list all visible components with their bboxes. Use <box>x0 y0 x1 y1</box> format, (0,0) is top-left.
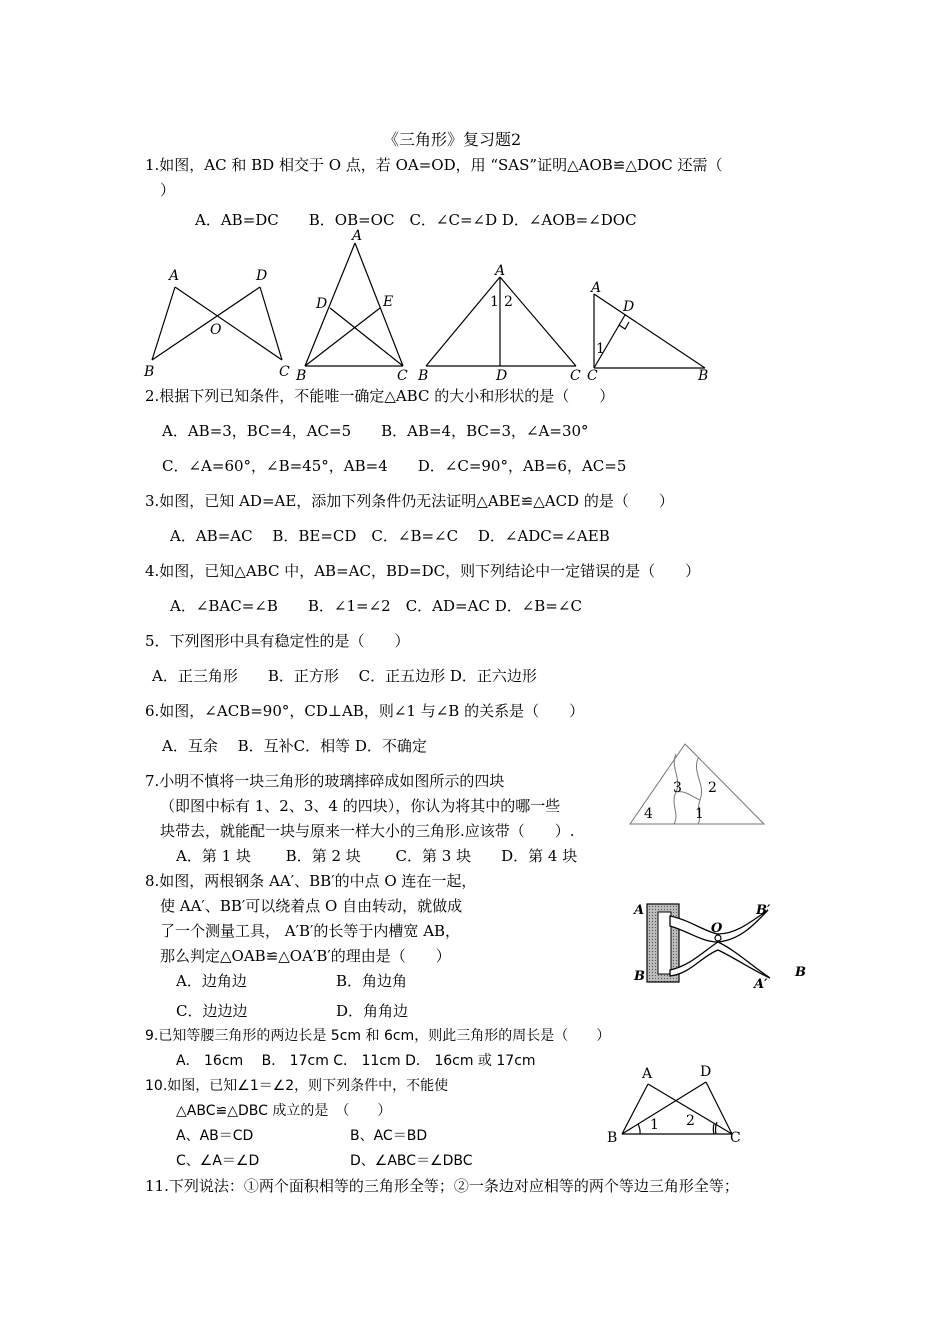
question-8-option-c: C．边边边 <box>176 1002 248 1020</box>
label-o: O <box>711 921 723 936</box>
question-5-options: A．正三角形 B．正方形 C．正五边形 D．正六边形 <box>152 667 537 685</box>
label-angle-1: 1 <box>650 1117 659 1133</box>
label-a: A <box>591 280 602 296</box>
label-b: B <box>418 368 429 384</box>
label-a: A <box>634 903 645 918</box>
piece-label-4: 4 <box>644 806 653 822</box>
question-7-stem-line-3: 块带去，就能配一块与原来一样大小的三角形.应该带（ ）. <box>160 822 575 840</box>
label-angle-2: 2 <box>504 294 513 310</box>
question-8-stem-line-2: 使 AA′、BB′可以绕着点 O 自由转动，就做成 <box>160 897 463 915</box>
figure-3-isosceles <box>418 262 588 382</box>
label-a: A <box>495 263 506 279</box>
question-7-stem-line-1: 7.小明不慎将一块三角形的玻璃摔碎成如图所示的四块 <box>145 772 505 790</box>
figure-7-broken-triangle <box>626 740 768 828</box>
question-10-option-a: A、AB＝CD <box>176 1128 254 1144</box>
page-title: 《三角形》复习题2 <box>383 130 522 149</box>
question-1-stem-end: ） <box>160 181 176 199</box>
label-angle-1: 1 <box>490 294 499 310</box>
piece-label-2: 2 <box>708 780 717 796</box>
label-b: B <box>144 364 155 380</box>
question-3-stem: 3.如图，已知 AD=AE，添加下列条件仍无法证明△ABE≌△ACD 的是（ ） <box>145 492 674 510</box>
question-2-options-cd: C．∠A=60°，∠B=45°，AB=4 D．∠C=90°，AB=6，AC=5 <box>162 457 627 475</box>
question-4-options: A．∠BAC=∠B B．∠1=∠2 C．AD=AC D．∠B=∠C <box>170 597 582 615</box>
question-9-options: A． 16cm B． 17cm C． 11cm D． 16cm 或 17cm <box>176 1053 536 1069</box>
label-o: O <box>210 322 222 338</box>
question-5-stem: 5．下列图形中具有稳定性的是（ ） <box>145 632 410 650</box>
label-d: D <box>623 299 635 315</box>
label-b-cropped: B <box>795 965 806 980</box>
question-8-stem-line-3: 了一个测量工具， A′B′的长等于内槽宽 AB， <box>160 922 461 940</box>
label-c: C <box>570 368 581 384</box>
label-d: D <box>256 268 268 284</box>
question-8-option-d: D．角角边 <box>336 1002 409 1020</box>
label-b: B <box>607 1130 618 1146</box>
question-3-options: A．AB=AC B．BE=CD C．∠B=∠C D．∠ADC=∠AEB <box>170 527 610 545</box>
question-10-option-c: C、∠A＝∠D <box>176 1153 260 1169</box>
label-angle-2: 2 <box>686 1113 695 1129</box>
question-10-stem-line-2: △ABC≌△DBC 成立的是 （ ） <box>176 1103 392 1119</box>
question-2-options-ab: A．AB=3，BC=4，AC=5 B．AB=4，BC=3，∠A=30° <box>162 422 589 440</box>
question-6-options: A．互余 B．互补C．相等 D．不确定 <box>162 737 427 755</box>
label-c: C <box>730 1130 741 1146</box>
piece-label-1: 1 <box>695 806 704 822</box>
question-8-stem-line-4: 那么判定△OAB≌△OA′B′的理由是（ ） <box>160 947 451 965</box>
figure-2-triangle <box>295 228 415 388</box>
figure-4-right-triangle <box>585 280 715 385</box>
figure-10-triangles <box>604 1062 754 1147</box>
label-d: D <box>496 368 508 384</box>
question-10-stem-line-1: 10.如图，已知∠1＝∠2，则下列条件中，不能使 <box>145 1078 449 1094</box>
question-7-stem-line-2: （即图中标有 1、2、3、4 的四块），你认为将其中的哪一些 <box>160 797 561 815</box>
label-c: C <box>587 368 598 384</box>
question-11-stem: 11.下列说法：①两个面积相等的三角形全等；②一条边对应相等的两个等边三角形全等； <box>145 1177 739 1195</box>
label-e: E <box>383 294 394 310</box>
label-c: C <box>279 364 290 380</box>
question-1-stem: 1.如图，AC 和 BD 相交于 O 点，若 OA=OD，用 “SAS”证明△AOB≌△DOC 还需（ <box>145 156 723 174</box>
label-d: D <box>700 1064 712 1080</box>
label-c: C <box>397 368 408 384</box>
label-a: A <box>352 228 363 244</box>
question-7-options: A．第 1 块 B．第 2 块 C．第 3 块 D．第 4 块 <box>176 847 578 865</box>
label-b-prime: B′ <box>756 903 771 918</box>
question-4-stem: 4.如图，已知△ABC 中，AB=AC，BD=DC，则下列结论中一定错误的是（ ） <box>145 562 701 580</box>
label-b: B <box>296 368 307 384</box>
piece-label-3: 3 <box>673 780 682 796</box>
label-b: B <box>698 368 709 384</box>
question-8-stem-line-1: 8.如图，两根钢条 AA′、BB′的中点 O 连在一起， <box>145 872 477 890</box>
question-9-stem: 9.已知等腰三角形的两边长是 5cm 和 6cm，则此三角形的周长是（ ） <box>145 1028 611 1044</box>
question-6-stem: 6.如图，∠ACB=90°，CD⊥AB，则∠1 与∠B 的关系是（ ） <box>145 702 585 720</box>
label-angle-1: 1 <box>596 341 605 357</box>
label-d: D <box>316 296 328 312</box>
figure-8-measuring-tool <box>630 896 805 996</box>
label-a: A <box>642 1066 653 1082</box>
question-10-option-d: D、∠ABC＝∠DBC <box>350 1153 473 1169</box>
question-10-option-b: B、AC＝BD <box>350 1128 428 1144</box>
label-b: B <box>634 969 645 984</box>
label-a: A <box>169 268 180 284</box>
question-8-option-b: B．角边角 <box>336 972 408 990</box>
question-1-options: A．AB=DC B．OB=OC C．∠C=∠D D．∠AOB=∠DOC <box>195 211 637 229</box>
question-2-stem: 2.根据下列已知条件，不能唯一确定△ABC 的大小和形状的是（ ） <box>145 387 615 405</box>
label-a-prime: A′ <box>754 977 768 992</box>
question-8-option-a: A．边角边 <box>176 972 247 990</box>
figure-1-bowtie <box>140 260 300 385</box>
